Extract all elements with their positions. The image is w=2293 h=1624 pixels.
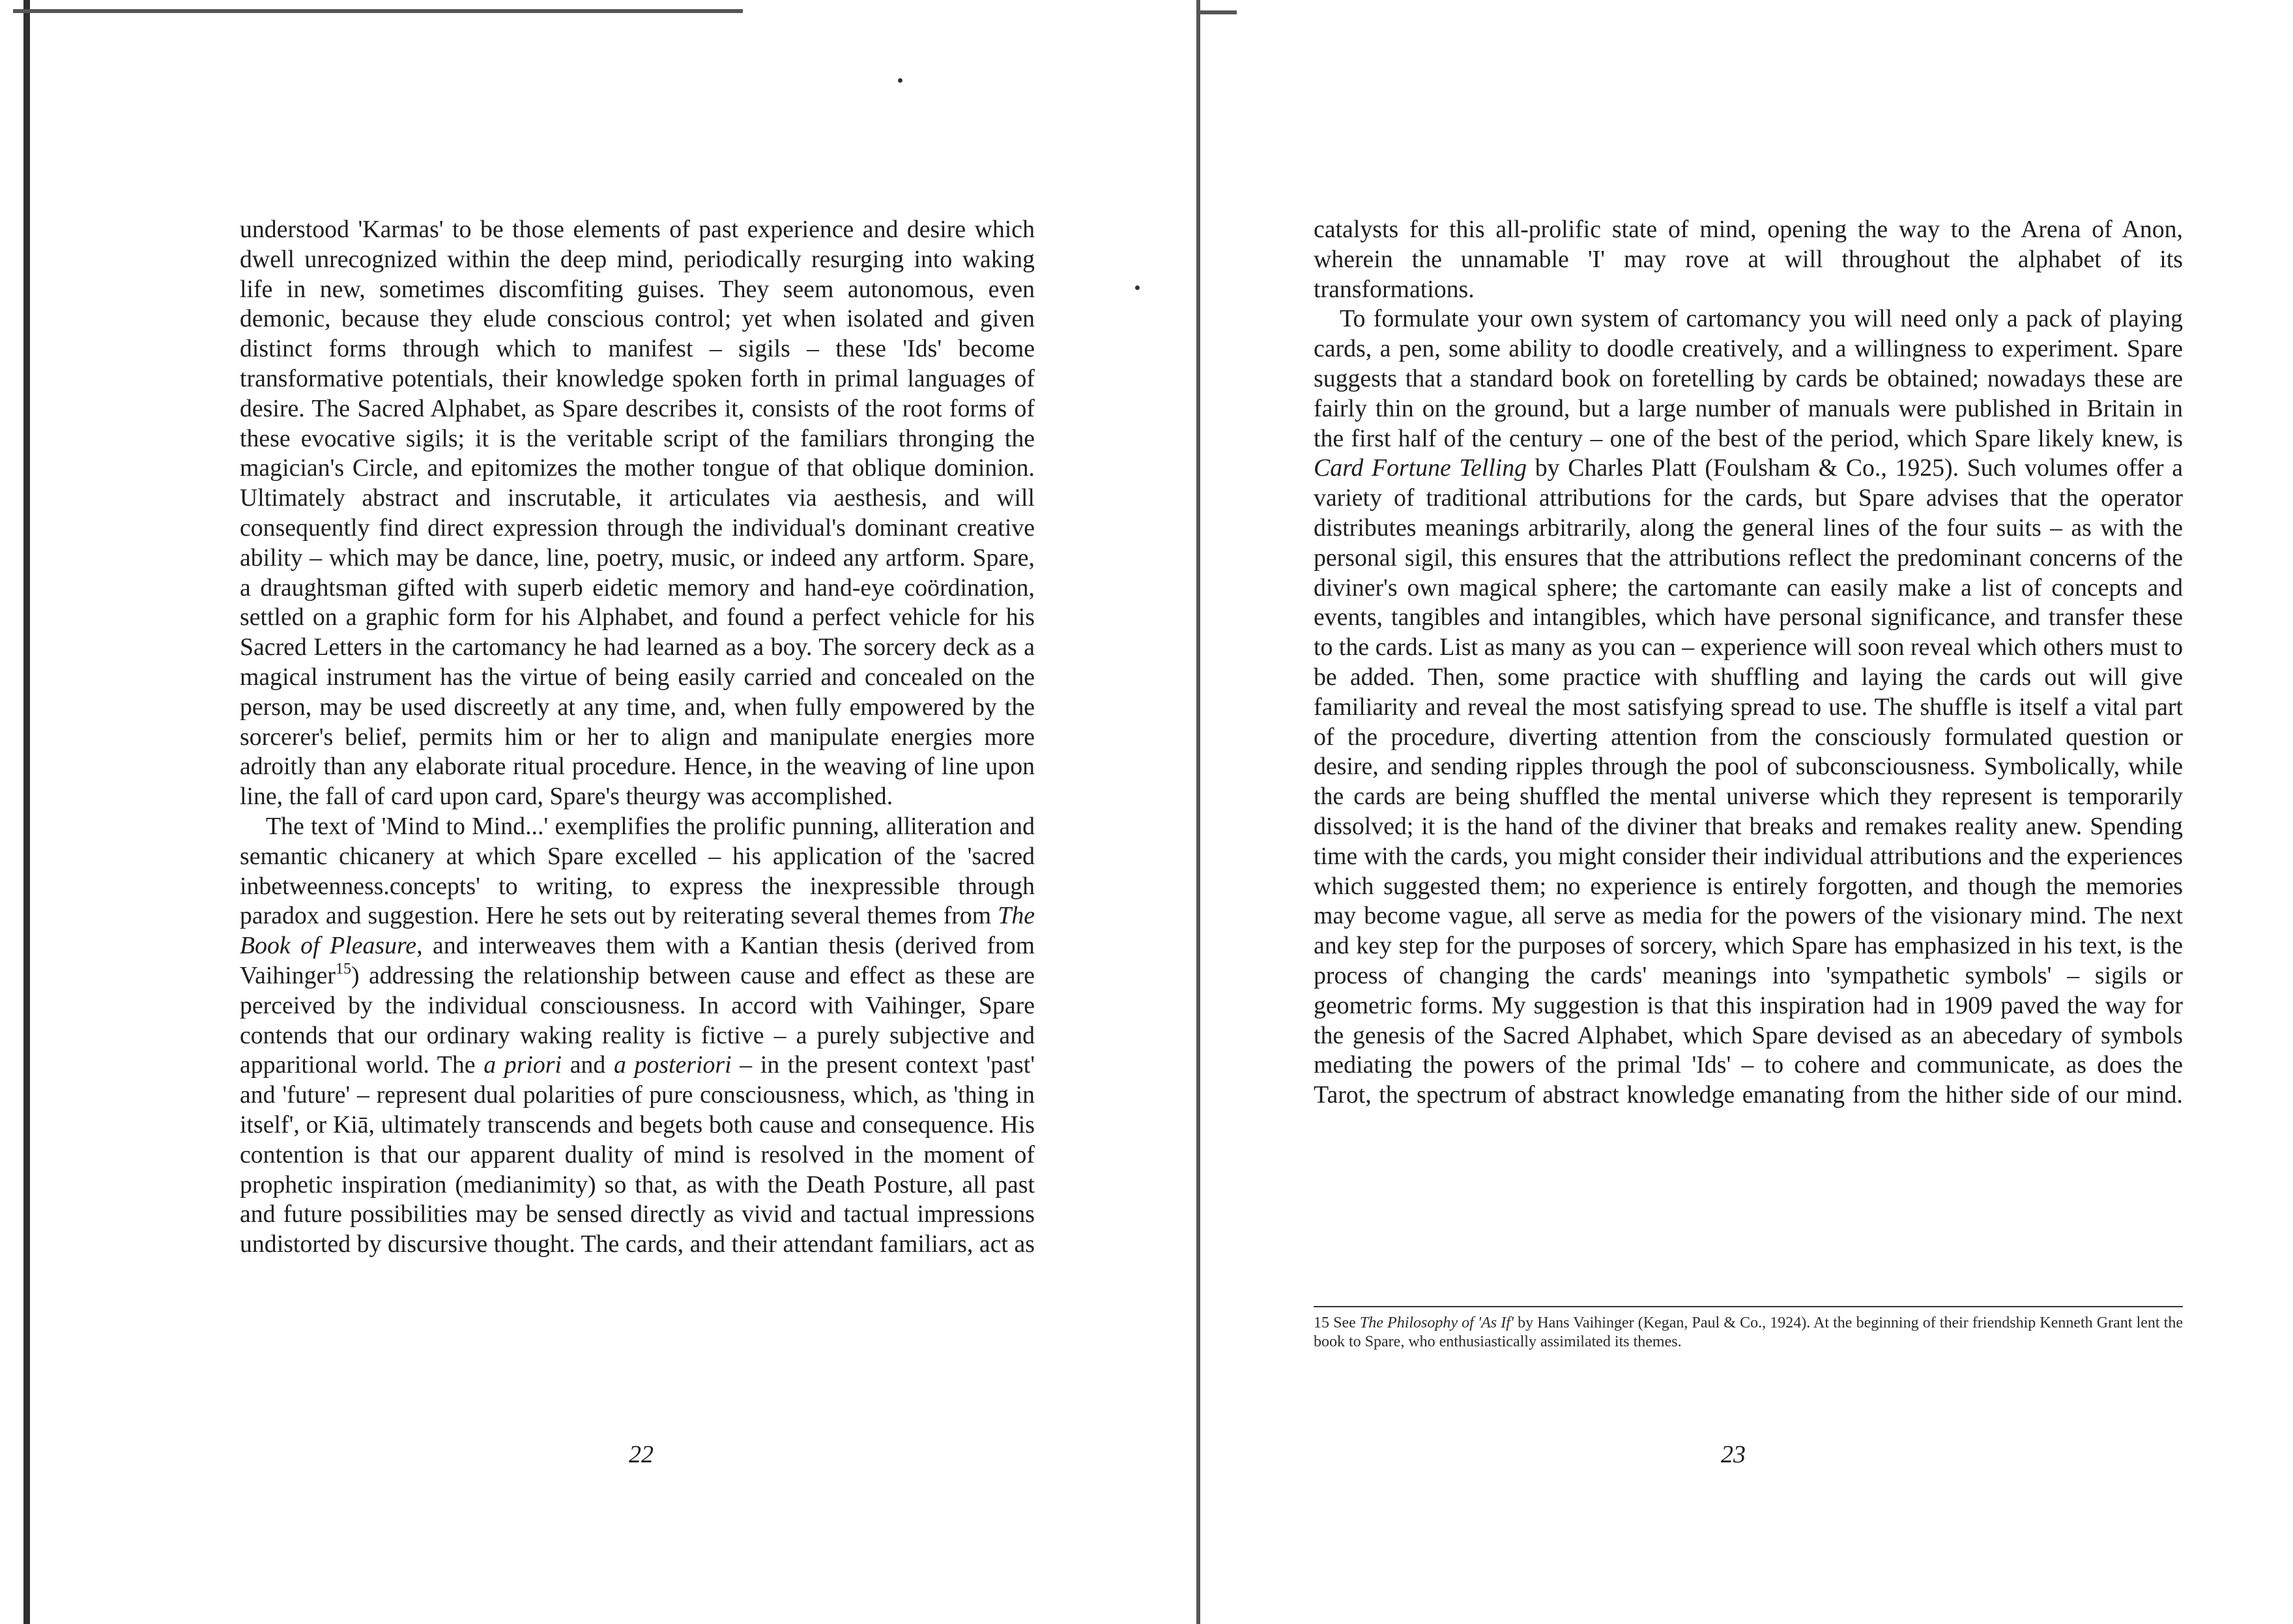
left-binding-edge	[23, 0, 30, 1624]
text-run: catalysts for this all-prolific state of mind, opening the way to the Arena of Anon, wherein the unnamable 'I' may rove at will throughout the alphabet of its transformations.	[1314, 216, 2183, 303]
text-run: and	[562, 1051, 614, 1079]
footnote-rule	[1314, 1306, 2183, 1307]
text-run: by Hans Vaihinger (Kegan, Paul & Co., 1924). At the beginning of their friendship Kenneth Grant lent the book to Spare, who enthusiastically assimilated its themes.	[1314, 1314, 2183, 1350]
footnote-reference: 15	[335, 960, 351, 978]
text-run: – in the present context 'past' and 'future' – represent dual polarities of pure consciousness, which, as 'thing in itself', or Kiā, ultimately transcends and begets both cause and consequence. His contention is that our apparent duality of mind is resolved in the moment of prophetic inspiration (medianimity) so that, as with the Death Posture, all past and future possibilities may be sensed directly as vivid and tactual impressions undistorted by discursive thought. The cards, and their attendant familiars, act as	[240, 1051, 1035, 1258]
text-run: 15 See	[1314, 1314, 1360, 1331]
paragraph	[1314, 304, 2183, 1110]
italic-title: The Philosophy of 'As If'	[1359, 1314, 1514, 1331]
italic-title: a posteriori	[613, 1051, 732, 1079]
text-run: , and interweaves them with a Kantian thesis (derived from Vaihinger	[240, 932, 1035, 989]
text-run: understood 'Karmas' to be those elements of past experience and desire which dwell unrecognized within the deep mind, periodically resurging into waking life in new, sometimes discomfiting guises. They seem autonomous, even demonic, because they elude conscious control; yet when isolated and given distinct forms through which to manifest – sigils – these 'Ids' become transformative potentials, their knowledge spoken forth in primal languages of desire. The Sacred Alphabet, as Spare describes it, consists of the root forms of these evocative sigils; it is the veritable script of the familiars thronging the magician's Circle, and epitomizes the mother tongue of that oblique dominion. Ultimately abstract and inscrutable, it articulates via aesthesis, and will consequently find direct expression through the individual's dominant creative ability – which may be dance, line, poetry, music, or indeed any artform. Spare, a draughtsman gifted with superb eidetic memory and hand-eye coördination, settled on a graphic form for his Alphabet, and found a perfect vehicle for his Sacred Letters in the cartomancy he had learned as a boy. The sorcery deck as a magical instrument has the virtue of being easily carried and concealed on the person, may be used discreetly at any time, and, when fully empowered by the sorcerer's belief, permits him or her to align and manipulate energies more adroitly than any elaborate ritual procedure. Hence, in the weaving of line upon line, the fall of card upon card, Spare's theurgy was accomplished.	[240, 216, 1035, 811]
italic-title: a priori	[483, 1051, 562, 1079]
italic-title: Card Fortune Telling	[1314, 454, 1527, 482]
page-number-right: 23	[1721, 1441, 1746, 1468]
top-page-edge	[13, 9, 743, 13]
speck-mark	[1135, 285, 1140, 290]
paragraph	[1314, 215, 2183, 304]
text-run: The text of 'Mind to Mind...' exemplifies the prolific punning, alliteration and semantic chicanery at which Spare excelled – his application of the 'sacred inbetweenness.concepts' to writing, to express the inexpressible through paradox and suggestion. Here he sets out by reiterating several themes from	[240, 812, 1035, 930]
page-number-left: 22	[629, 1441, 654, 1468]
speck-mark	[898, 78, 902, 83]
italic-title: The Book of Pleasure	[240, 902, 1035, 960]
paragraph	[240, 812, 1035, 1260]
top-page-edge-right	[1198, 10, 1237, 14]
left-body-text	[240, 215, 1035, 1260]
gutter-edge	[1196, 0, 1200, 1624]
footnote	[1314, 1314, 2183, 1352]
text-run: by Charles Platt (Foulsham & Co., 1925). Such volumes offer a variety of traditional attributions for the cards, but Spare advises that the operator distributes meanings arbitrarily, along the general lines of the four suits – as with the personal sigil, this ensures that the attributions reflect the predominant concerns of the diviner's own magical sphere; the cartomante can easily make a list of concepts and events, tangibles and intangibles, which have personal significance, and transfer these to the cards. List as many as you can – experience will soon reveal which others must to be added. Then, some practice with shuffling and laying the cards out will give familiarity and reveal the most satisfying spread to use. The shuffle is itself a vital part of the procedure, diverting attention from the consciously formulated question or desire, and sending ripples through the pool of subconsciousness. Symbolically, while the cards are being shuffled the mental universe which they represent is temporarily dissolved; it is the hand of the diviner that breaks and remakes reality anew. Spending time with the cards, you might consider their individual attributions and the experiences which suggested them; no experience is entirely forgotten, and though the memories may become vague, all serve as media for the powers of the visionary mind. The next and key step for the purposes of sorcery, which Spare has emphasized in his text, is the process of changing the cards' meanings into 'sympathetic symbols' – sigils or geometric forms. My suggestion is that this inspiration had in 1909 paved the way for the genesis of the Sacred Alphabet, which Spare devised as an abecedary of symbols mediating the powers of the primal 'Ids' – to cohere and communicate, as does the Tarot, the spectrum of abstract knowledge emanating from the hither side of our mind.	[1314, 454, 2184, 1109]
right-body-text	[1314, 215, 2183, 1110]
paragraph	[240, 215, 1035, 812]
text-run: To formulate your own system of cartomancy you will need only a pack of playing cards, a pen, some ability to doodle creatively, and a willingness to experiment. Spare suggests that a standard book on foretelling by cards be obtained; nowadays these are fairly thin on the ground, but a large number of manuals were published in Britain in the first half of the century – one of the best of the period, which Spare likely knew, is	[1314, 305, 2183, 452]
right-page	[1196, 0, 2293, 1624]
text-run: ) addressing the relationship between cause and effect as these are perceived by the individual consciousness. In accord with Vaihinger, Spare contends that our ordinary waking reality is fictive – a purely subjective and apparitional world. The	[240, 961, 1035, 1079]
